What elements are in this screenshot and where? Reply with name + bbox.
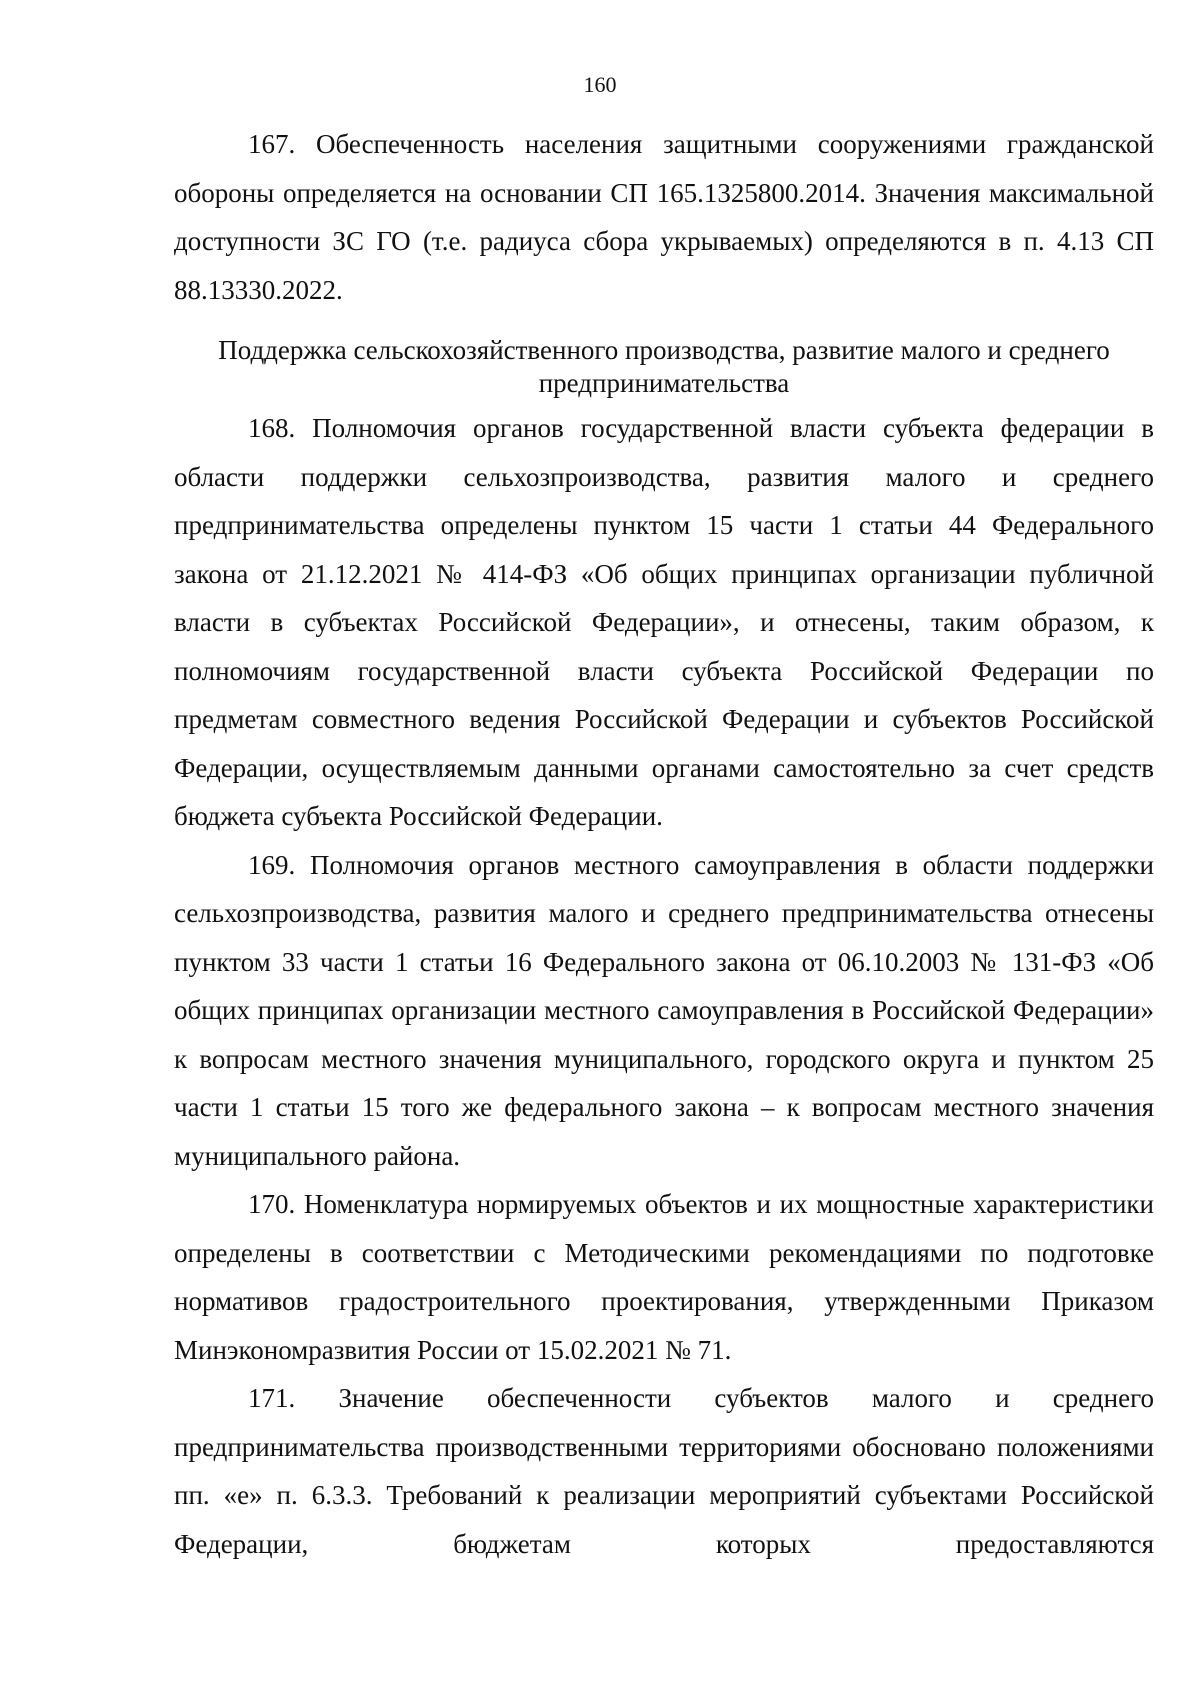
paragraph-168: 168. Полномочия органов государственной власти субъекта федерации в области поддержки сельхозпроизводства, развития малого и среднего предпринимательства определены пунктом 15 части 1 статьи 44 Федерального закона от 21.12.2021 № 414-ФЗ «Об общих принципах организации публичной власти в субъектах Российской Федерации», и отнесены, таким образом, к полномочиям государственной власти субъекта Российской Федерации по предметам совместного ведения Российской Федерации и субъектов Российской Федерации, осуществляемым данными органами самостоятельно за счет средств бюджета субъекта Российской Федерации.	[174, 413, 1154, 831]
paragraph-167: 167. Обеспеченность населения защитными сооружениями гражданской обороны определяется на основании СП 165.1325800.2014. Значения максимальной доступности ЗС ГО (т.е. радиуса сбора укрываемых) определяются в п. 4.13 СП 88.13330.2022.	[174, 129, 1154, 305]
section-heading: Поддержка сельскохозяйственного производства, развитие малого и среднего предпринимательства	[218, 335, 1110, 398]
paragraph-170: 170. Номенклатура нормируемых объектов и их мощностные характеристики определены в соответствии с Методическими рекомендациями по подготовке нормативов градостроительного проектирования, утвержденными Приказом Минэкономразвития России от 15.02.2021 № 71.	[174, 1189, 1154, 1365]
paragraph-169: 169. Полномочия органов местного самоуправления в области поддержки сельхозпроизводства, развития малого и среднего предпринимательства отнесены пунктом 33 части 1 статьи 16 Федерального закона от 06.10.2003 № 131-ФЗ «Об общих принципах организации местного самоуправления в Российской Федерации» к вопросам местного значения муниципального, городского округа и пунктом 25 части 1 статьи 15 того же федерального закона – к вопросам местного значения муниципального района.	[174, 849, 1154, 1171]
page-number: 160	[583, 72, 617, 97]
paragraph-171: 171. Значение обеспеченности субъектов малого и среднего предпринимательства производственными территориями обосновано положениями пп. «е» п. 6.3.3. Требований к реализации мероприятий субъектами Российской Федерации, бюджетам которых предоставляются	[174, 1383, 1154, 1559]
document-body	[174, 120, 1154, 1568]
